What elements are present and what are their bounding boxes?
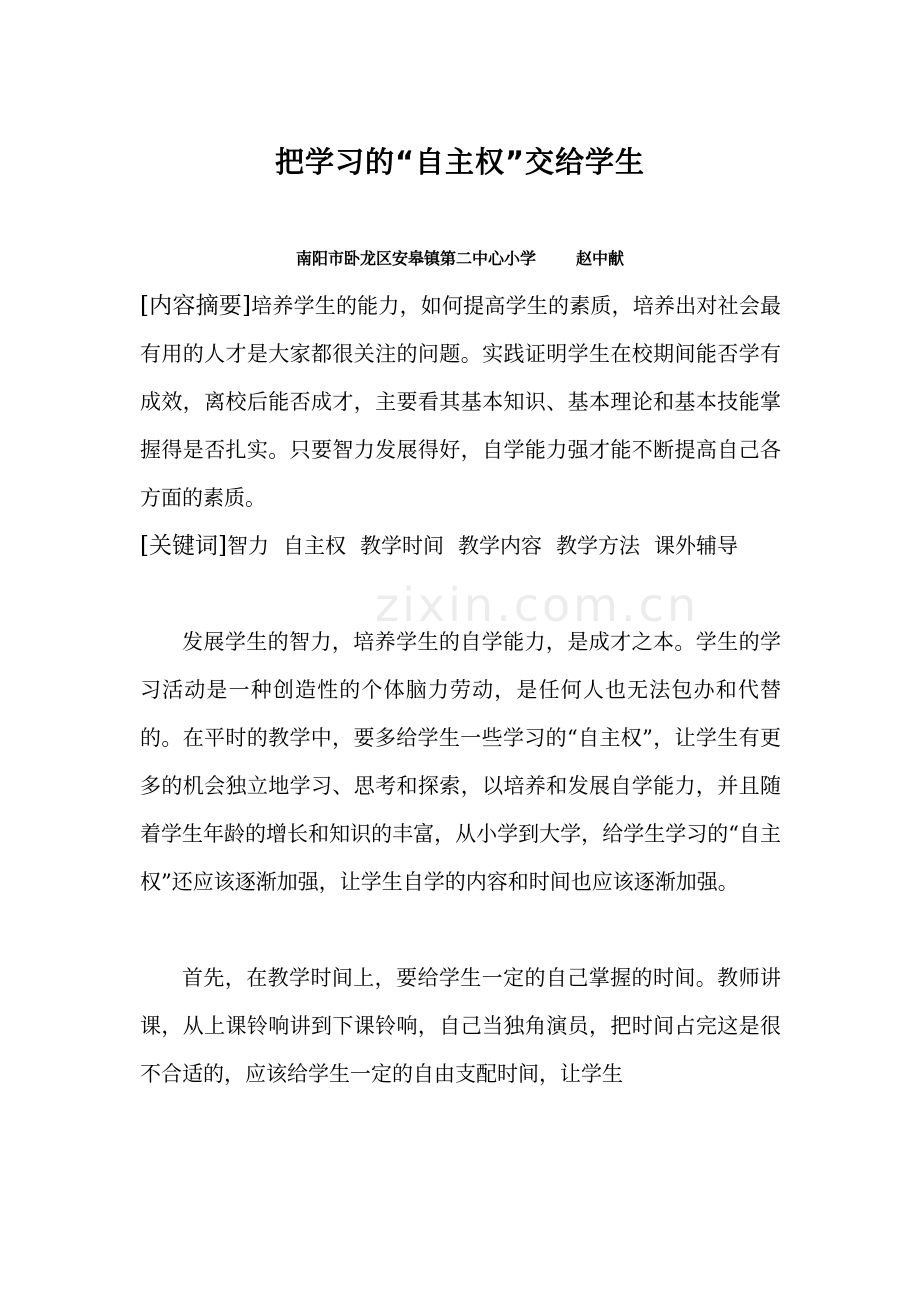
keyword: 自主权: [282, 534, 346, 558]
document-title: 把学习的“自主权”交给学生: [274, 145, 646, 179]
body-paragraph: 首先，在教学时间上，要给学生一定的自己掌握的时间。教师讲课，从上课铃响讲到下课铃响，自己当独角演员，把时间占完这是很不合适的，应该给学生一定的自由支配时间，让学生: [140, 966, 781, 1086]
keywords-label: [关键词]: [140, 533, 227, 559]
body-paragraph: 发展学生的智力，培养学生的自学能力，是成才之本。学生的学习活动是一种创造性的个体脑力劳动，是任何人也无法包办和代替的。在平时的教学中，要多给学生一些学习的“自主权”，让学生有更多的机会独立地学习、思考和探索，以培养和发展自学能力，并且随着学生年龄的增长和知识的丰富，从小学到大学，给学生学习的“自主权”还应该逐渐加强，让学生自学的内容和时间也应该逐渐加强。: [140, 630, 781, 894]
abstract-label: [内容摘要]: [140, 293, 251, 319]
abstract: [140, 282, 781, 522]
keyword: 教学方法: [555, 534, 640, 558]
byline: [0, 246, 920, 269]
author-affiliation: 南阳市卧龙区安皋镇第二中心小学: [295, 249, 536, 268]
keyword: 智力: [226, 534, 269, 558]
author-name: 赵中献: [576, 249, 625, 268]
abstract-text: 培养学生的能力，如何提高学生的素质，培养出对社会最有用的人才是大家都很关注的问题。实践证明学生在校期间能否学有成效，离校后能否成才，主要看其基本知识、基本理论和基本技能掌握得是否扎实。只要智力发展得好，自学能力强才能不断提高自己各方面的素质。: [140, 294, 782, 510]
keyword: 课外辅导: [653, 534, 738, 558]
keyword: 教学内容: [457, 534, 542, 558]
watermark: zixin.com.cn: [375, 578, 700, 632]
keyword: 教学时间: [359, 534, 444, 558]
keywords: [140, 522, 781, 570]
